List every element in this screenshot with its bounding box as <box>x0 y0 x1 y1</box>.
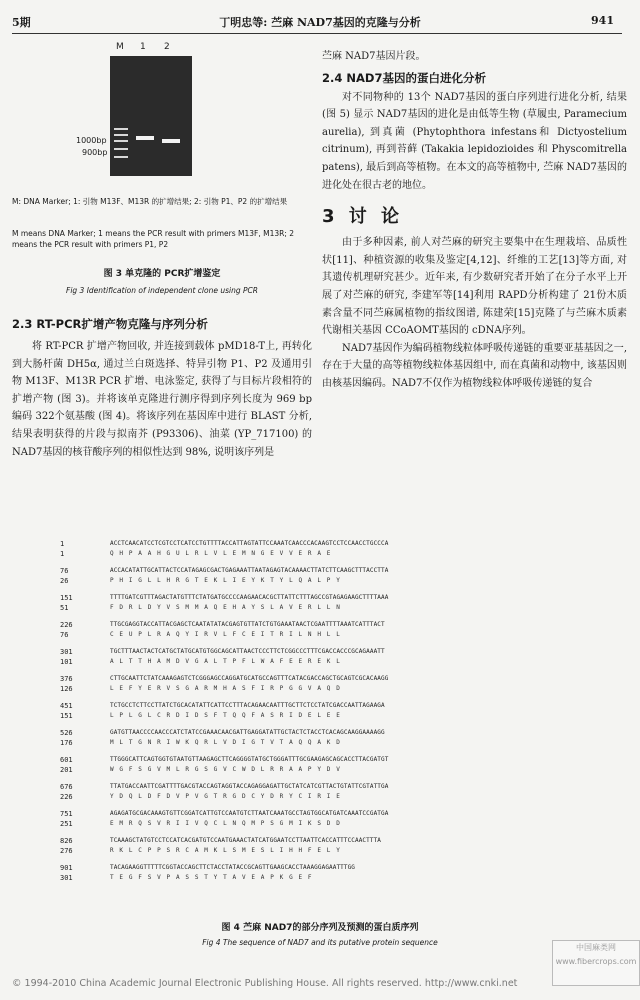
lane-label-2: 2 <box>164 42 170 52</box>
sequence-aminoacid-row <box>60 820 620 837</box>
sequence-nucleotide-row <box>60 675 620 685</box>
sequence-nucleotide-row <box>60 729 620 739</box>
body-text <box>12 338 312 461</box>
paragraph-continuation: 苎麻 NAD7基因片段。 <box>322 51 426 62</box>
aminoacid-sequence: L E F Y E R V S G A R M H A S F I R P G G V A Q D <box>110 685 341 692</box>
aminoacid-position: 51 <box>60 604 69 612</box>
aminoacid-sequence: E M R Q S V R I I V Q C L N Q M P S G M I K S D D <box>110 820 341 827</box>
right-column <box>322 48 627 393</box>
section-heading-3: 3 讨 论 <box>322 206 404 228</box>
aminoacid-sequence: C E U P L R A Q Y I R V L F C E I T R I L N H L L <box>110 631 341 638</box>
sequence-aminoacid-row <box>60 874 620 891</box>
nucleotide-sequence: TTGGGCATTCAGTGGTGTAATGTTAAGAGCTTCAGGGGTATGCTGGGATTTGCGAAGAGCAGCACCTTACGATGT <box>110 756 389 763</box>
nucleotide-position: 301 <box>60 648 73 656</box>
nucleotide-position: 1 <box>60 540 65 548</box>
body-text <box>322 234 627 392</box>
sequence-aminoacid-row <box>60 577 620 594</box>
paragraph: 由于多种因素, 前人对苎麻的研究主要集中在生理栽培、品质性状[11]、种植资源的收集及鉴定[4,12]、纤维的工艺[13]等方面, 对其遗传机理研究甚少。近年来, 有少数研究者开始了在分子水平上开展了对苎麻的研究, 李建军等[14]利用 RAPD分析构建了 21份木质素含量不同苎麻属植物的指纹图谱, 陈建荣[15]克隆了与苎麻木质素代谢相关基因 CCoAOMT基因的 cDNA序列。 <box>322 237 627 337</box>
aminoacid-sequence: R K L C P P S R C A M K L S M E S L I H H F E L Y <box>110 847 341 854</box>
nucleotide-position: 901 <box>60 864 73 872</box>
sequence-nucleotide-row <box>60 783 620 793</box>
aminoacid-position: 26 <box>60 577 69 585</box>
nucleotide-sequence: TTATGACCAATTCGATTTTGACGTACCAGTAGGTACCAGAGGAGATTGCTATCATCGTTACTGTATTCGTATTGA <box>110 783 389 790</box>
nucleotide-position: 676 <box>60 783 73 791</box>
marker-band <box>114 140 128 142</box>
aminoacid-position: 251 <box>60 820 73 828</box>
nucleotide-sequence: TCAAAGCTATGTCCTCCATCACGATGTCCAATGAAACTATCATGGAATCCTTAATTCACCATTTCCAACTTTA <box>110 837 381 844</box>
sequence-nucleotide-row <box>60 540 620 550</box>
lane-label-m: M <box>116 42 124 52</box>
aminoacid-position: 76 <box>60 631 69 639</box>
aminoacid-position: 176 <box>60 739 73 747</box>
aminoacid-sequence: W G F S G V M L R G S G V C W D L R R A A P Y D V <box>110 766 341 773</box>
nucleotide-position: 376 <box>60 675 73 683</box>
nucleotide-position: 76 <box>60 567 69 575</box>
nucleotide-sequence: GATGTTAACCCCAACCCATCTATCCGAAACAACGATTGAGGATATTGCTACTCTACCTCACAGCAAGGAAAAGG <box>110 729 385 736</box>
figure-3-caption-cn: 图 3 单克隆的 PCR扩增鉴定 <box>103 269 221 279</box>
paragraph: NAD7基因作为编码植物线粒体呼吸传递链的重要亚基基因之一, 存在于大量的高等植物线粒体基因组中, 而在真菌和动物中, 该基因则由核基因编码。NAD7不仅作为植物线粒体呼吸传递链的复合 <box>322 342 627 389</box>
header-rule <box>12 33 622 34</box>
nucleotide-sequence: ACCACATATTGCATTACTCCATAGAGCGACTGAGAAATTAATAGAGTACAAAACTTATCTTCAAGCTTTACCTTA <box>110 567 389 574</box>
lane-2-band <box>162 139 180 143</box>
figure-3-caption-en: Fig 3 Identification of independent clone using PCR <box>66 286 258 295</box>
nucleotide-position: 601 <box>60 756 73 764</box>
copyright-footer: © 1994-2010 China Academic Journal Electronic Publishing House. All rights reserved. http://www.cnki.net <box>12 978 518 989</box>
marker-band <box>114 134 128 136</box>
sequence-nucleotide-row <box>60 567 620 577</box>
section-heading-2-4: 2.4 NAD7基因的蛋白进化分析 <box>322 70 486 85</box>
aminoacid-sequence: A L T T H A M D V G A L T P F L W A F E E R E K L <box>110 658 341 665</box>
aminoacid-position: 126 <box>60 685 73 693</box>
sequence-aminoacid-row <box>60 685 620 702</box>
sequence-aminoacid-row <box>60 739 620 756</box>
bp-label-900: 900bp <box>82 148 108 157</box>
aminoacid-sequence: Q H P A A H G U L R L V L E M N G E V V E R A E <box>110 550 332 557</box>
sequence-aminoacid-row <box>60 766 620 783</box>
sequence-aminoacid-row <box>60 658 620 675</box>
sequence-nucleotide-row <box>60 702 620 712</box>
section-heading-2-3: 2.3 RT-PCR扩增产物克隆与序列分析 <box>12 317 208 331</box>
nucleotide-sequence: ACCTCAACATCCTCGTCCTCATCCTGTTTTACCATTAGTATTCCAAATCAACCCACAAGTCCTCCAACCTGCCCA <box>110 540 389 547</box>
aminoacid-position: 1 <box>60 550 65 558</box>
nucleotide-sequence: TTGCGAGGTACCATTACGAGCTCAATATATACGAGTGTTATCTGTGAAATAACTCGAATTTTAAATCATTTACT <box>110 621 385 628</box>
marker-band <box>114 156 128 158</box>
body-text <box>322 89 627 195</box>
page-number: 941 <box>591 14 614 27</box>
sequence-nucleotide-row <box>60 648 620 658</box>
nucleotide-position: 226 <box>60 621 73 629</box>
sequence-nucleotide-row <box>60 621 620 631</box>
sequence-aminoacid-row <box>60 604 620 621</box>
bp-label-1000: 1000bp <box>76 136 107 145</box>
sequence-nucleotide-row <box>60 756 620 766</box>
figure-4-caption-cn: 图 4 苎麻 NAD7的部分序列及预测的蛋白质序列 <box>221 923 419 933</box>
aminoacid-position: 226 <box>60 793 73 801</box>
lane-label-1: 1 <box>140 42 146 52</box>
sequence-aminoacid-row <box>60 847 620 864</box>
lane-1-band <box>136 136 154 140</box>
sequence-nucleotide-row <box>60 864 620 874</box>
nucleotide-position: 751 <box>60 810 73 818</box>
gel-electrophoresis-image <box>110 42 192 176</box>
marker-band <box>114 128 128 130</box>
sequence-aminoacid-row <box>60 631 620 648</box>
aminoacid-position: 201 <box>60 766 73 774</box>
nucleotide-sequence: TACAGAAGGTTTTTCGGTACCAGCTTCTACCTATACCGCAGTTGAAGCACCTAAAGGAGAATTTGG <box>110 864 356 871</box>
watermark-logo <box>552 940 640 986</box>
aminoacid-position: 276 <box>60 847 73 855</box>
aminoacid-sequence: T E G F S V P A S S T Y T A V E A P K G E F <box>110 874 313 881</box>
aminoacid-sequence: L P L G L C R D I D S F T Q Q F A S R I D E L E E <box>110 712 341 719</box>
sequence-nucleotide-row <box>60 810 620 820</box>
aminoacid-position: 101 <box>60 658 73 666</box>
aminoacid-sequence: M L T G N R I W K Q R L V D I G T V T A Q Q A K D <box>110 739 341 746</box>
nucleotide-sequence: TCTGCCTCTTCCTTATCTGCACATATTCATTCCTTTACAGAACAATTTGCTTCTCCTATCGACCAATTAGAAGA <box>110 702 385 709</box>
nucleotide-sequence: TGCTTTAACTACTCATGCTATGCATGTGGCAGCATTAACTCCCTTCTCGGCCCTTTCGACCACCCGCAGAAATT <box>110 648 385 655</box>
nucleotide-position: 826 <box>60 837 73 845</box>
running-header <box>0 0 640 40</box>
paragraph: 将 RT-PCR 扩增产物回收, 并连接到载体 pMD18-T上, 再转化到大肠杆菌 DH5α, 通过兰白斑选择、特异引物 P1、P2 及通用引物 M13F、M13R PCR 扩增、电泳鉴定, 获得了与目标片段相符的扩增产物 (图 3)。并将该单克隆进行测序得到序列长度为 969 bp 编码 322个氨基酸 (图 4)。将该序列在基因库中进行 BLAST 分析, 结果表明获得的片段与拟南芥 (P93306)、油菜 (YP_717100) 的 NAD7基因的核苷酸序列的相似性达到 98%, 说明该序列是 <box>12 341 312 458</box>
sequence-listing <box>60 540 620 891</box>
watermark-line-1: 中国麻类网 <box>576 943 616 952</box>
sequence-aminoacid-row <box>60 793 620 810</box>
sequence-aminoacid-row <box>60 712 620 729</box>
issue-number: 5期 <box>12 16 31 29</box>
left-column <box>12 316 312 461</box>
sequence-nucleotide-row <box>60 837 620 847</box>
aminoacid-sequence: Y D Q L D F D V P V G T R G D C Y D R Y C I R I E <box>110 793 341 800</box>
nucleotide-position: 151 <box>60 594 73 602</box>
watermark-line-2: www.fibercrops.com <box>555 957 637 966</box>
sequence-nucleotide-row <box>60 594 620 604</box>
running-title: 丁明忠等: 苎麻 NAD7基因的克隆与分析 <box>219 16 421 29</box>
nucleotide-sequence: TTTTGATCGTTTAGACTATGTTTCTATGATGCCCCAAGAACACGCTTATTCTTTAGCCGTAGAGAAGCTTTTAAA <box>110 594 389 601</box>
body-text <box>322 48 627 66</box>
aminoacid-sequence: P H I G L L H R G T E K L I E Y K T Y L Q A L P Y <box>110 577 341 584</box>
nucleotide-position: 451 <box>60 702 73 710</box>
aminoacid-sequence: F D R L D Y V S M M A Q E H A Y S L A V E R L L N <box>110 604 341 611</box>
nucleotide-position: 526 <box>60 729 73 737</box>
aminoacid-position: 301 <box>60 874 73 882</box>
aminoacid-position: 151 <box>60 712 73 720</box>
nucleotide-sequence: CTTGCAATTCTATCAAAGAGTCTCGGGAGCCAGGATGCATGCCAGTTTCATACGACCAGCTGCAGTCGCACAAGG <box>110 675 389 682</box>
figure-3-legend-cn: M: DNA Marker; 1: 引物 M13F、M13R 的扩增结果; 2: 引物 P1、P2 的扩增结果 <box>12 197 288 206</box>
sequence-aminoacid-row <box>60 550 620 567</box>
figure-4-caption-en: Fig 4 The sequence of NAD7 and its putative protein sequence <box>202 938 438 947</box>
marker-band <box>114 148 128 150</box>
paragraph: 对不同物种的 13个 NAD7基因的蛋白序列进行进化分析, 结果 (图 5) 显示 NAD7基因的进化是由低等生物 (草履虫, Paramecium aurelia), 到真菌 (Phytophthora infestans和 Dictyostelium citrinum), 再到苔藓 (Takakia lepidozioides 和 Physcomitrella patens), 最后到高等植物。在本文的高等植物中, 苎麻 NAD7基因的进化处在很古老的地位。 <box>322 91 627 191</box>
nucleotide-sequence: AGAGATGCGACAAAGTGTTCGGATCATTGTCCAATGTCTTAATCAAATGCCTAGTGGCATGATCAAATCCGATGA <box>110 810 389 817</box>
figure-3-legend-en: M means DNA Marker; 1 means the PCR result with primers M13F, M13R; 2 means the PCR result with primers P1, P2 <box>12 229 295 249</box>
